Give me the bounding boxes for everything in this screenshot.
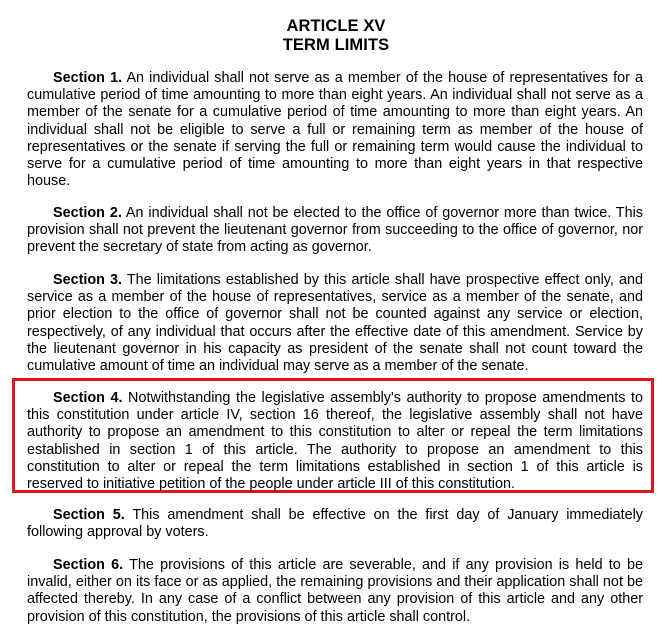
section-3-heading: Section 3. bbox=[53, 272, 123, 288]
section-5-text: This amendment shall be effective on the first day of January immediately following approval by voters. bbox=[27, 507, 643, 541]
section-4-paragraph bbox=[27, 390, 643, 493]
section-1-paragraph bbox=[27, 70, 643, 190]
section-6-heading: Section 6. bbox=[53, 557, 124, 573]
section-6-text: The provisions of this article are severable, and if any provision is held to be invalid, either on its face or as applied, the remaining provisions and their application shall not be affected thereby. In any case of a conflict between any provision of this article and any other provision of this constitution, the provisions of this article shall control. bbox=[27, 557, 643, 625]
section-6-paragraph bbox=[27, 557, 643, 626]
article-number: ARTICLE XV bbox=[286, 17, 386, 35]
section-1-text: An individual shall not serve as a member of the house of representatives for a cumulative period of time amounting to more than eight years. An individual shall not serve as a member of the senate for a cumulative period of time amounting to more than eight years. An individual shall not be eligible to serve a full or remaining term as member of the house of representatives or the senate if serving the full or remaining term would cause the individual to serve for a cumulative period of time amounting to more than eight years in that respective house. bbox=[27, 70, 643, 190]
section-2-heading: Section 2. bbox=[53, 205, 122, 221]
section-3-paragraph bbox=[27, 272, 643, 375]
article-title: TERM LIMITS bbox=[282, 36, 390, 54]
section-1-heading: Section 1. bbox=[53, 70, 123, 86]
section-3-text: The limitations established by this article shall have prospective effect only, and service as a member of the house of representatives, service as a member of the senate, and prior election to the office of governor shall not be counted against any service or election, respectively, of any individual that occurs after the effective date of this amendment. Service by the lieutenant governor in his capacity as president of the senate shall not count toward the cumulative amount of time an individual may serve as a member of the senate. bbox=[27, 272, 643, 375]
section-2-paragraph bbox=[27, 205, 643, 257]
section-4-text: Notwithstanding the legislative assembly's authority to propose amendments to this constitution under article IV, section 16 thereof, the legislative assembly shall not have authority to propose an amendment to this constitution to alter or repeal the term limitations established in section 1 of this article. The authority to propose an amendment to this constitution to alter or repeal the term limitations established in section 1 of this article is reserved to initiative petition of the people under article III of this constitution. bbox=[27, 390, 643, 493]
section-4-heading: Section 4. bbox=[53, 390, 123, 406]
section-5-heading: Section 5. bbox=[53, 507, 125, 523]
section-5-paragraph bbox=[27, 507, 643, 541]
section-2-text: An individual shall not be elected to the office of governor more than twice. This provision shall not prevent the lieutenant governor from succeeding to the office of governor, nor prevent the secretary of state from acting as governor. bbox=[27, 205, 643, 256]
